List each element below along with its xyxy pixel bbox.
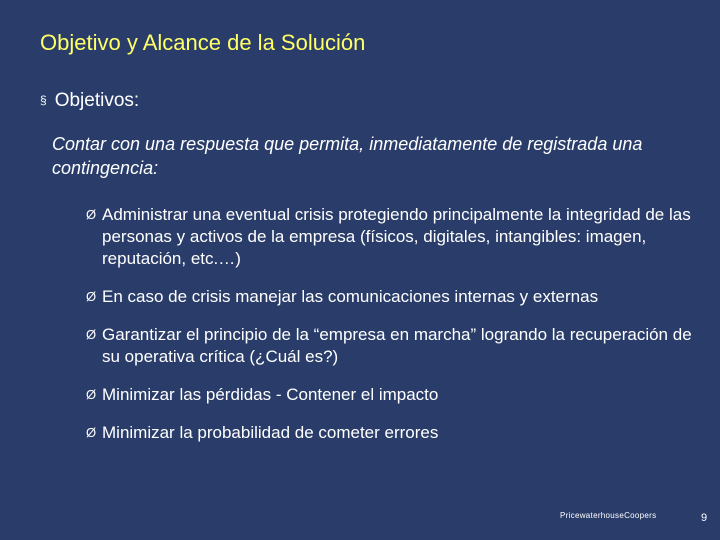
list-item-text: Garantizar el principio de la “empresa en marcha” logrando la recuperación de su operativa crítica (¿Cuál es?) <box>102 325 692 366</box>
arrow-bullet-icon: Ø <box>86 289 97 304</box>
footer-brand: PricewaterhouseCoopers <box>560 511 657 520</box>
list-item <box>86 324 696 368</box>
list-item-text: Minimizar la probabilidad de cometer errores <box>102 423 439 442</box>
arrow-bullet-icon: Ø <box>86 327 97 342</box>
section-label: Objetivos: <box>54 90 140 111</box>
objectives-list <box>86 204 696 460</box>
list-item-text: Minimizar las pérdidas - Contener el impacto <box>102 385 439 404</box>
square-bullet-icon: § <box>40 93 47 107</box>
list-item <box>86 204 696 270</box>
arrow-bullet-icon: Ø <box>86 387 97 402</box>
intro-text: Contar con una respuesta que permita, inmediatamente de registrada una contingencia: <box>52 134 643 178</box>
page-number: 9 <box>701 512 708 524</box>
slide-title: Objetivo y Alcance de la Solución <box>40 30 366 55</box>
list-item <box>86 384 696 406</box>
list-item <box>86 422 696 444</box>
section-heading <box>40 90 139 112</box>
arrow-bullet-icon: Ø <box>86 425 97 440</box>
list-item-text: En caso de crisis manejar las comunicaciones internas y externas <box>102 287 599 306</box>
arrow-bullet-icon: Ø <box>86 207 97 222</box>
list-item-text: Administrar una eventual crisis protegiendo principalmente la integridad de las personas y activos de la empresa (físicos, digitales, intangibles: imagen, reputación, etc.…) <box>102 205 691 268</box>
list-item <box>86 286 696 308</box>
